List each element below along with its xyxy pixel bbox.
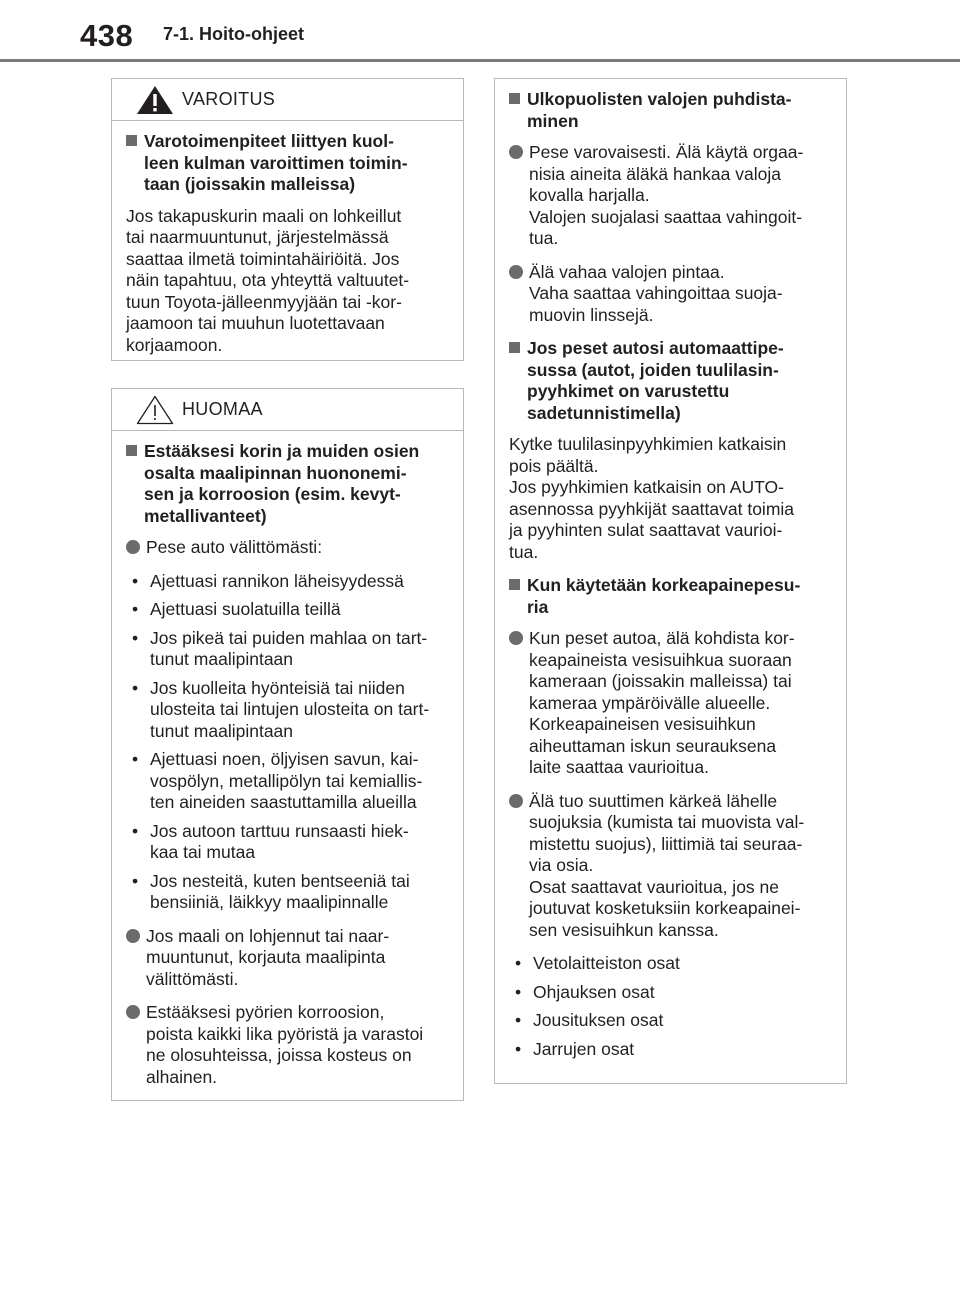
square-bullet-icon (509, 579, 520, 590)
pressure-washer-heading: Kun käytetään korkeapainepesu- ria (509, 575, 832, 618)
warning-box (111, 78, 464, 361)
lights-heading: Ulkopuolisten valojen puhdista- minen (509, 89, 832, 132)
caution-triangle-icon (136, 395, 174, 425)
list-item: • Ajettuasi suolatuilla teillä (132, 599, 341, 619)
warning-title: VAROITUS (182, 89, 276, 109)
circle-bullet-icon (509, 794, 523, 808)
notice-box-header (112, 389, 463, 431)
list-item: • Jos autoon tarttuu runsaasti hiek- kaa tai mutaa (132, 820, 409, 862)
pressure-dot-item: Älä tuo suuttimen kärkeä lähelle suojuksia (kumista tai muovista val- mistettu suojus), liittimiä tai seuraa- via osia. Osat saattavat vaurioitua, jos ne joutuvat kosketuksiin korkeapainei- sen vesisuihkun kanssa. (509, 791, 832, 942)
circle-bullet-icon (509, 145, 523, 159)
page-number: 438 (80, 18, 134, 53)
notice-dot-item: Pese auto välittömästi: (126, 537, 449, 559)
list-item: • Jos kuolleita hyönteisiä tai niiden ulosteita tai lintujen ulosteita on tart- tunut maalipintaan (132, 677, 430, 741)
square-bullet-icon (509, 342, 520, 353)
list-item: • Jousituksen osat (515, 1010, 664, 1030)
pressure-dot-item: Kun peset autoa, älä kohdista kor- keapaineista vesisuihkua suoraan kameraan (joissakin malleissa) tai kameraa ympäröivälle alueelle. Korkeapaineisen vesisuihkun aiheuttaman iskun seurauksena laite saattaa vaurioitua. (509, 628, 832, 779)
square-bullet-icon (126, 135, 137, 146)
carwash-heading: Jos peset autosi automaattipe- sussa (autot, joiden tuulilasin- pyyhkimet on varustettu sadetunnistimella) (509, 338, 832, 424)
circle-bullet-icon (509, 265, 523, 279)
list-item: • Jos pikeä tai puiden mahlaa on tart- tunut maalipintaan (132, 627, 428, 669)
circle-bullet-icon (126, 929, 140, 943)
notice-heading: Estääksesi korin ja muiden osien osalta maalipinnan huononemi- sen ja korroosion (esim. kevyt- metallivanteet) (126, 441, 449, 527)
header-rule (0, 59, 960, 62)
circle-bullet-icon (126, 1005, 140, 1019)
warning-heading: Varotoimenpiteet liittyen kuol- leen kulman varoittimen toimin- taan (joissakin malleissa) (126, 131, 449, 196)
lights-dot-item: Pese varovaisesti. Älä käytä orgaa- nisia aineita äläkä hankaa valoja kovalla harjalla. Valojen suojalasi saattaa vahingoit- tua. (509, 142, 832, 250)
notice-dot-item: Jos maali on lohjennut tai naar- muuntunut, korjauta maalipinta välittömästi. (126, 926, 449, 991)
warning-triangle-icon (136, 85, 174, 115)
list-item: • Jarrujen osat (515, 1038, 635, 1059)
warning-box-header (112, 79, 463, 121)
list-item: • Jos nesteitä, kuten bentseeniä tai bensiiniä, läikkyy maalipinnalle (132, 870, 410, 912)
square-bullet-icon (509, 93, 520, 104)
notice-box (111, 388, 464, 1101)
section-title: 7-1. Hoito-ohjeet (163, 24, 305, 44)
carwash-text: Kytke tuulilasinpyyhkimien katkaisin pois päältä. Jos pyyhkimien katkaisin on AUTO- asennossa pyyhkijät saattavat toimia ja pyyhinten sulat saattavat vaurioi- tua. (509, 434, 795, 562)
circle-bullet-icon (509, 631, 523, 645)
list-item: • Ajettuasi noen, öljyisen savun, kai- vospölyn, metallipölyn tai kemiallis- ten aineiden saastuttamilla alueilla (132, 749, 423, 812)
square-bullet-icon (126, 445, 137, 456)
notice-dot-item: Estääksesi pyörien korroosion, poista kaikki lika pyöristä ja varastoi ne olosuhteissa, joissa kosteus on alhainen. (126, 1002, 449, 1088)
circle-bullet-icon (126, 540, 140, 554)
right-info-box (494, 78, 847, 1084)
lights-dot-item: Älä vahaa valojen pintaa. Vaha saattaa vahingoittaa suoja- muovin linssejä. (509, 262, 832, 327)
list-item: • Vetolaitteiston osat (515, 953, 680, 973)
list-item: • Ohjauksen osat (515, 981, 655, 1002)
page-header (0, 0, 960, 66)
notice-title: HUOMAA (182, 399, 263, 419)
list-item: • Ajettuasi rannikon läheisyydessä (132, 570, 404, 591)
warning-body: Jos takapuskurin maali on lohkeillut tai naarmuuntunut, järjestelmässä saattaa ilmetä toimintahäiriöitä. Jos näin tapahtuu, ota yhteyttä valtuutet- tuun Toyota-jälleenmyyjään tai -kor- jaamoon tai muuhun luotettavaan korjaamoon. (126, 205, 410, 355)
